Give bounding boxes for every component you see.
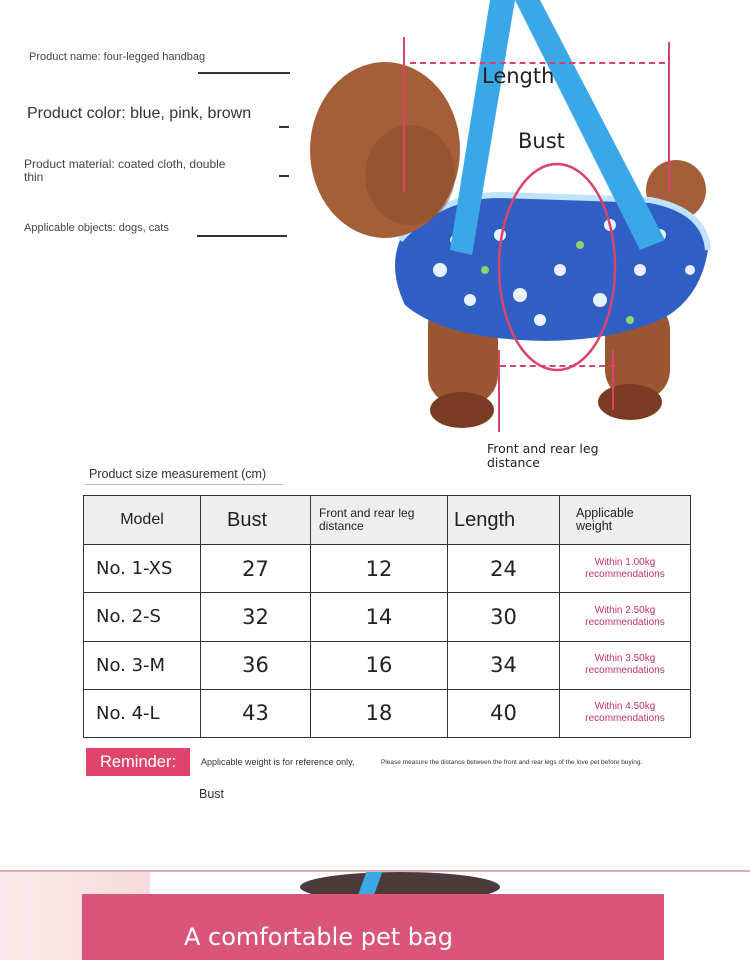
legs-label-line2: distance (487, 455, 540, 470)
weight-line2: recommendations (585, 568, 665, 580)
caption-underline (85, 484, 283, 485)
header-model: Model (84, 496, 201, 545)
reminder-note-3: Bust (199, 787, 225, 801)
weight-line1: Within 2.50kg (594, 604, 656, 616)
header-legs-line1: Front and rear leg (319, 506, 415, 521)
cell-weight (560, 593, 691, 641)
bust-label: Bust (518, 129, 565, 153)
divider (197, 235, 287, 237)
length-guide-left (403, 37, 405, 192)
table-caption: Product size measurement (cm) (89, 467, 267, 481)
material-line2: thin (24, 170, 44, 184)
reminder-badge: Reminder: (86, 748, 190, 776)
header-length: Length (448, 496, 560, 545)
divider (198, 72, 290, 74)
table-row (84, 641, 691, 689)
table-header-row (84, 496, 691, 545)
product-name: Product name: four-legged handbag (29, 51, 206, 63)
weight-line2: recommendations (585, 665, 665, 677)
weight-line2: recommendations (585, 616, 665, 628)
cell-model: No. 3-M (84, 641, 201, 689)
cell-legs: 14 (311, 593, 448, 641)
header-weight-line2: weight (576, 519, 613, 534)
weight-line1: Within 3.50kg (594, 653, 656, 665)
cell-weight (560, 689, 691, 737)
product-color: Product color: blue, pink, brown (27, 105, 252, 122)
cell-length: 34 (448, 641, 560, 689)
table-row (84, 545, 691, 593)
header-legs-line2: distance (319, 519, 364, 534)
product-material (24, 158, 274, 184)
applicable-objects: Applicable objects: dogs, cats (24, 222, 169, 234)
cell-length: 24 (448, 545, 560, 593)
header-weight-line1: Applicable (576, 506, 634, 521)
legs-distance-label (487, 442, 599, 470)
legs-label-line1: Front and rear leg (487, 441, 599, 456)
cell-bust: 36 (201, 641, 311, 689)
reminder-note-1: Applicable weight is for reference only, (201, 757, 355, 767)
cell-weight (560, 641, 691, 689)
header-bust: Bust (201, 496, 311, 545)
table-row (84, 593, 691, 641)
weight-line1: Within 1.00kg (594, 556, 656, 568)
cell-bust: 27 (201, 545, 311, 593)
table-row (84, 689, 691, 737)
cell-bust: 32 (201, 593, 311, 641)
header-weight (560, 496, 691, 545)
legs-guide-left (498, 350, 500, 432)
divider (279, 126, 289, 128)
cell-model: No. 2-S (84, 593, 201, 641)
cell-length: 40 (448, 689, 560, 737)
length-guide-right (668, 42, 670, 192)
header-legs (311, 496, 448, 545)
reminder-note-2: Please measure the distance between the front and rear legs of the love pet before buying. (381, 759, 643, 766)
weight-line2: recommendations (585, 713, 665, 725)
cell-legs: 16 (311, 641, 448, 689)
material-line1: Product material: coated cloth, double (24, 157, 226, 171)
size-table (83, 495, 691, 738)
cell-bust: 43 (201, 689, 311, 737)
banner-title: A comfortable pet bag (184, 923, 453, 951)
cell-model: No. 1-XS (84, 545, 201, 593)
cell-legs: 18 (311, 689, 448, 737)
cell-weight (560, 545, 691, 593)
weight-line1: Within 4.50kg (594, 701, 656, 713)
cell-length: 30 (448, 593, 560, 641)
legs-guide-line (500, 365, 615, 367)
cell-model: No. 4-L (84, 689, 201, 737)
legs-guide-right (612, 350, 614, 410)
divider (279, 175, 289, 177)
bust-guide-ring (495, 160, 620, 375)
cell-legs: 12 (311, 545, 448, 593)
length-label: Length (482, 64, 555, 88)
